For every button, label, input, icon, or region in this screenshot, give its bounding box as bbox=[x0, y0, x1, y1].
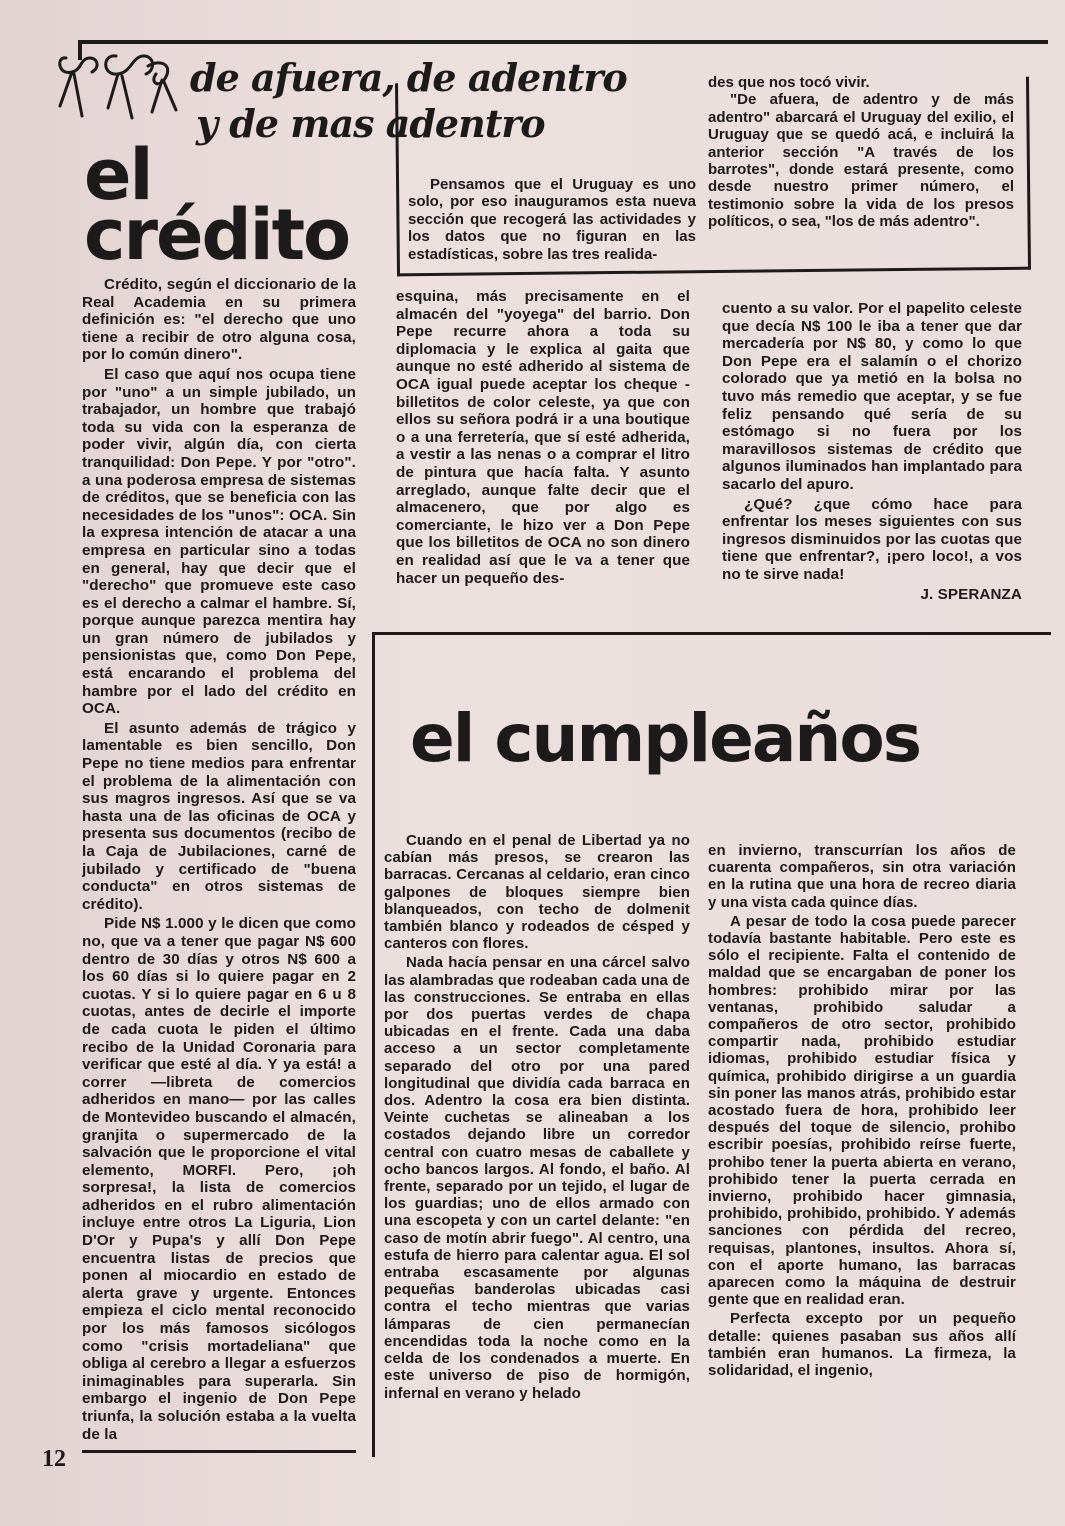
paragraph: cuento a su valor. Por el papelito celeste que decía N$ 100 le iba a tener que dar mercadería por N$ 80, y como lo que Don Pepe era el salamín o el chorizo colorado que ya metió en la bolsa no tuvo más remedio que aceptar, y se fue feliz pensando qué sería de su estómago si no fuera por los maravillosos sistemas de crédito que algunos iluminados han implantado para sacarlo del apuro. bbox=[722, 300, 1022, 493]
column-bottom-rule bbox=[82, 1450, 356, 1453]
header-top-rule bbox=[78, 40, 1048, 44]
article1-column-3 bbox=[722, 300, 1022, 605]
section-title-line1: de afuera, de adentro bbox=[190, 55, 627, 100]
paragraph: Crédito, según el diccionario de la Real Academia en su primera definición es: "el derecho que uno tiene a recibir de otro alguna cosa, por lo común dinero". bbox=[82, 276, 356, 364]
article2-title: el cumpleaños bbox=[410, 700, 921, 777]
paragraph: Perfecta excepto por un pequeño detalle: quienes pasaban sus años allí también eran humanos. La firmeza, la solidaridad, el ingenio, bbox=[708, 1310, 1016, 1380]
paragraph: El caso que aquí nos ocupa tiene por "uno" a un simple jubilado, un trabajador, un hombre que trabajó toda su vida con la esperanza de poder vivir, algún día, con cierta tranquilidad: Don Pepe. Y por "otro". a una poderosa empresa de sistemas de créditos, que se beneficia con las necesidades de los "unos": OCA. Sin la expresa intención de atacar a una empresa en particular sino a todas en general, hay que decir que el "derecho" que promueve este caso es el derecho a calmar el hambre. Sí, porque aunque parezca mentira hay un gran número de jubilados y pensionistas que, como Don Pepe, está encarando el problema del hambre por el lado del crédito en OCA. bbox=[82, 365, 356, 718]
paragraph: en invierno, transcurrían los años de cuarenta compañeros, sin otra variación en la rutina que una hora de recreo diaria y una vista cada quince días. bbox=[708, 842, 1016, 911]
intro-right-text bbox=[708, 74, 1014, 231]
paragraph: ¿Qué? ¿que cómo hace para enfrentar los meses siguientes con sus ingresos disminuidos por las cuotas que tiene que enfrentar?, ¡pero loco!, a vos no te sirve nada! bbox=[722, 495, 1022, 583]
ribbon-logo-icon bbox=[52, 46, 182, 122]
section-title-line2: y de mas adentro bbox=[196, 101, 545, 146]
paragraph: Pide N$ 1.000 y le dicen que como no, que va a tener que pagar N$ 600 dentro de 30 días y otros N$ 600 a los 60 días si lo quiere pagar en 2 cuotas. Y si lo quiere pagar en 6 u 8 cuotas, antes de decirle el importe de cada cuota le piden el último recibo de la Unidad Coronaria para verificar que esté al día. Y ya está! a correr —libreta de comercios adheridos en mano— por las calles de Montevideo buscando el almacén, granjita o supermercado de la salvación que le proporcione el vital elemento, MORFI. Pero, ¡oh sorpresa!, la lista de comercios adheridos en el rubro alimentación incluye entre otros La Liguria, Lion D'Or y Pupa's y allí Don Pepe encuentra listas de precios que ponen al miocardio en estado de alerta grave y urgente. Entonces empieza el ciclo mental reconocido por los más famosos sicólogos como "crisis mortadeliana" que obliga al cerebro a llegar a esfuerzos inimaginables para superarla. Sin embargo el ingenio de Don Pepe triunfa, la solución estaba a la vuelta de la bbox=[82, 915, 356, 1443]
article2-column-2 bbox=[708, 842, 1016, 1381]
paragraph: A pesar de todo la cosa puede parecer todavía bastante habitable. Pero este es sólo el recipiente. Falta el contenido de maldad que se encargaban de poner los hombres: prohibido mirar por las ventanas, prohibido saludar a compañeros de otro sector, prohibido compartir nada, prohibido estudiar idiomas, prohibido estudiar física y química, prohibido dirigirse a un guardia sin poner las manos atrás, prohibido estar acostado fuera de hora, prohibido leer después del toque de silencio, prohibo escribir poesías, prohibido reírse fuerte, prohibo tener la puerta abierta en verano, prohibido tener la puerta cerrada en invierno, prohibido hacer gimnasia, prohibido, prohibido, prohibido. Y además sanciones con pérdida del recreo, requisas, plantones, insultos. Ahora sí, con el aporte humano, las barracas aparecen como la máquina de destruir gente que en realidad eran. bbox=[708, 912, 1016, 1309]
author-signature: J. SPERANZA bbox=[920, 585, 1022, 603]
page-number: 12 bbox=[42, 1446, 66, 1472]
intro-paragraph: Pensamos que el Uruguay es uno solo, por eso inauguramos esta nueva sección que recogerá las actividades y los datos que no figuran en las estadísticas, sobre las tres realida- bbox=[408, 176, 696, 263]
paragraph: esquina, más precisamente en el almacén del "yoyega" del barrio. Don Pepe recurre ahora a toda su diplomacia y le explica al gaita que aunque no esté adherido al sistema de OCA igual puede aceptar los cheque - billetitos de color celeste, ya que con ellos su señora podrá ir a una boutique o a una ferretería, que sí esté adherida, a vestir a las nenas o a comprar el litro de pintura que hacía falta. Y asunto arreglado, aunque falte decir que el almacenero, que por algo es comerciante, le hizo ver a Don Pepe que los billetitos de OCA no son dinero en realidad así que le va a tener que hacer un pequeño des- bbox=[396, 288, 690, 587]
intro-paragraph: "De afuera, de adentro y de más adentro" abarcará el Uruguay del exilio, el Uruguay que se quedó acá, e incluirá la anterior sección "A través de los barrotes", donde estará presente, como desde nuestro primer número, el testimonio sobre la vida de los presos políticos, o sea, "los de más adentro". bbox=[708, 91, 1014, 231]
paragraph: Cuando en el penal de Libertad ya no cabían más presos, se crearon las barracas. Cercanas al celdario, eran cinco galpones de bloques siempre bien blanqueados, con techo de dolmenit también blanco y rodeados de césped y canteros con flores. bbox=[384, 832, 690, 953]
article2-column-1 bbox=[384, 832, 690, 1404]
paragraph: El asunto además de trágico y lamentable es bien sencillo, Don Pepe no tiene medios para enfrentar el problema de la alimentación con sus magros ingresos. Así que se va hasta una de las oficinas de OCA y presenta sus documentos (recibo de la Caja de Jubilaciones, carné de jubilado y certificado de "buena conducta" en otros sistemas de crédito). bbox=[82, 719, 356, 913]
paragraph: Nada hacía pensar en una cárcel salvo las alambradas que rodeaban cada una de las construcciones. Se entraba en ellas por dos puertas verdes de chapa ubicadas en el frente. Cada una daba acceso a un sector completamente separado del otro por una pared longitudinal que dividía cada barraca en dos. Adentro la cosa era bien distinta. Veinte cuchetas se alineaban a los costados dejando libre un corredor central con cuatro mesas de caballete y ocho bancos largos. Al fondo, el baño. Al frente, separado por un tejido, el lugar de los guardias; uno de ellos armado con una escopeta y con un cartel delante: "en caso de motín abrir fuego". Al centro, una estufa de hierro para calentar agua. El sol entraba escasamente por algunas pequeñas banderolas ubicadas casi contra el techo mientras que varias lámparas de cien permanecían encendidas toda la noche como en la celda de los condenados a muerte. En este universo de piso de hormigón, infernal en verano y helado bbox=[384, 954, 690, 1402]
article1-column-1 bbox=[82, 276, 356, 1445]
intro-paragraph: des que nos tocó vivir. bbox=[708, 74, 870, 91]
article1-column-2 bbox=[396, 288, 690, 589]
article-title-line2: crédito bbox=[84, 194, 350, 276]
article-title-line1: el bbox=[84, 134, 152, 216]
intro-left-text bbox=[408, 176, 696, 263]
